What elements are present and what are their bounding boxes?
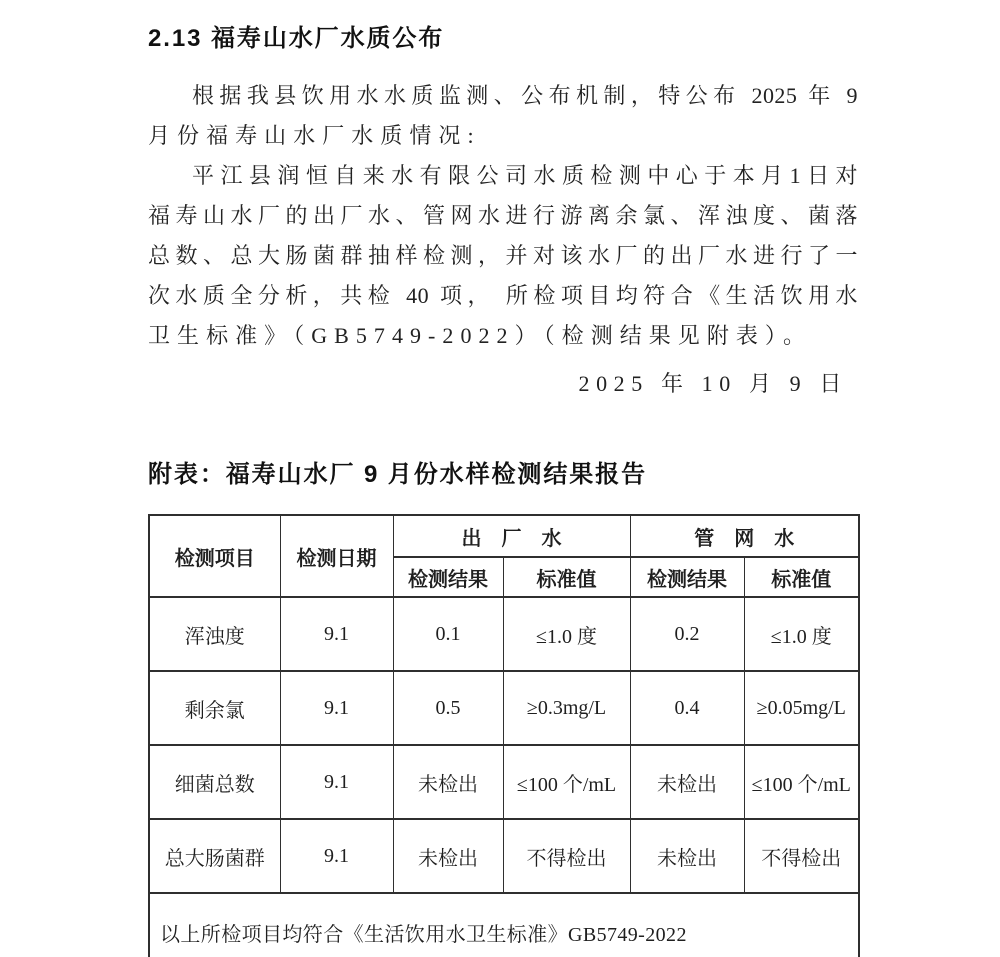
header-factory-standard: 标准值 [503, 557, 630, 597]
cell-date: 9.1 [280, 819, 393, 893]
cell-network-standard: ≤100 个/mL [744, 745, 859, 819]
cell-network-result: 未检出 [630, 745, 744, 819]
results-table [148, 514, 860, 957]
cell-network-standard: 不得检出 [744, 819, 859, 893]
cell-item: 总大肠菌群 [149, 819, 280, 893]
cell-item: 剩余氯 [149, 671, 280, 745]
publish-date: 2025 年 10 月 9 日 [578, 371, 848, 396]
cell-factory-result: 未检出 [393, 745, 503, 819]
paragraph-line: 次水质全分析，共检 40 项， 所检项目均符合《生活饮用水 [148, 283, 858, 308]
header-factory-result: 检测结果 [393, 557, 503, 597]
cell-network-result: 未检出 [630, 819, 744, 893]
cell-item: 细菌总数 [149, 745, 280, 819]
table-header-row-1 [149, 515, 859, 557]
cell-network-result: 0.2 [630, 597, 744, 671]
paragraph-line: 月份福寿山水厂水质情况: [148, 123, 481, 148]
cell-date: 9.1 [280, 671, 393, 745]
header-network-result: 检测结果 [630, 557, 744, 597]
cell-network-standard: ≥0.05mg/L [744, 671, 859, 745]
cell-factory-standard: ≤100 个/mL [503, 745, 630, 819]
intro-paragraph [148, 76, 858, 156]
cell-factory-standard: ≤1.0 度 [503, 597, 630, 671]
header-network-standard: 标准值 [744, 557, 859, 597]
paragraph-line: 总数、总大肠菌群抽样检测，并对该水厂的出厂水进行了一 [148, 243, 858, 268]
cell-factory-result: 未检出 [393, 819, 503, 893]
cell-date: 9.1 [280, 745, 393, 819]
paragraph-line: 福寿山水厂的出厂水、管网水进行游离余氯、浑浊度、菌落 [148, 203, 858, 228]
header-date: 检测日期 [280, 515, 393, 597]
header-factory-water-group: 出 厂 水 [393, 515, 630, 557]
header-item: 检测项目 [149, 515, 280, 597]
paragraph-line: 平江县润恒自来水有限公司水质检测中心于本月1日对 [192, 163, 858, 188]
paragraph-line: 根据我县饮用水水质监测、公布机制，特公布 2025 年 9 [192, 83, 858, 108]
table-row [149, 819, 859, 893]
table-caption: 附表：福寿山水厂 9 月份水样检测结果报告 [148, 461, 648, 488]
doc-title: 2.13 福寿山水厂水质公布 [148, 25, 445, 52]
table-row [149, 745, 859, 819]
cell-factory-result: 0.1 [393, 597, 503, 671]
cell-factory-standard: ≥0.3mg/L [503, 671, 630, 745]
table-footer-row [149, 893, 859, 957]
cell-network-result: 0.4 [630, 671, 744, 745]
cell-item: 浑浊度 [149, 597, 280, 671]
footer-note: 以上所检项目均符合《生活饮用水卫生标准》GB5749-2022 [149, 893, 859, 957]
table-row [149, 597, 859, 671]
paragraph-line: 卫生标准》（GB5749-2022）（检测结果见附表）。 [148, 323, 813, 348]
cell-network-standard: ≤1.0 度 [744, 597, 859, 671]
document-content [148, 24, 858, 957]
cell-factory-standard: 不得检出 [503, 819, 630, 893]
body-paragraph [148, 156, 858, 356]
table-row [149, 671, 859, 745]
cell-factory-result: 0.5 [393, 671, 503, 745]
header-network-water-group: 管 网 水 [630, 515, 859, 557]
cell-date: 9.1 [280, 597, 393, 671]
